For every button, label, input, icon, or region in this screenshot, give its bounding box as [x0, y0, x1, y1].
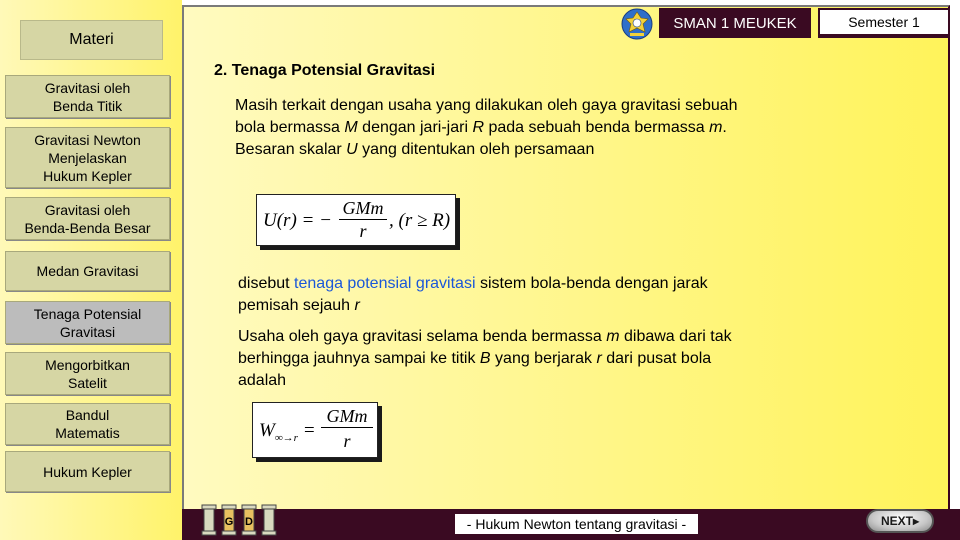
formula-numerator: GMm: [339, 198, 387, 220]
formula-numerator: GMm: [321, 406, 373, 428]
formula-denominator: r: [343, 431, 351, 451]
text-var: m: [606, 328, 620, 345]
paragraph-work: [238, 326, 758, 392]
formula-lhs: U(r) = −: [263, 210, 332, 231]
paragraph-intro: [235, 95, 755, 161]
formula-lhs: [259, 420, 316, 444]
semester-label: Semester 1: [818, 8, 950, 38]
sidebar-item-label: Gravitasi oleh Benda-Benda Besar: [24, 201, 151, 236]
text-span: dari pusat bola adalah: [238, 350, 712, 389]
text-var: U: [346, 141, 358, 158]
formula-condition: , (r ≥ R): [389, 210, 451, 231]
sidebar-item-medan-gravitasi[interactable]: [5, 251, 170, 291]
sidebar-item-mengorbitkan-satelit[interactable]: [5, 352, 170, 395]
formula-work: [252, 402, 378, 458]
sidebar-item-label: Bandul Matematis: [55, 407, 120, 441]
text-span: yang berjarak: [490, 350, 597, 367]
formula-denominator: r: [359, 221, 367, 241]
text-span: Usaha oleh gaya gravitasi selama benda bermassa: [238, 328, 607, 345]
text-span: disebut: [238, 275, 295, 292]
text-var: m: [709, 119, 723, 136]
highlighted-term: tenaga potensial gravitasi: [294, 275, 476, 292]
text-var: B: [479, 350, 491, 367]
sidebar-item-tenaga-potensial[interactable]: [5, 301, 170, 344]
school-emblem-icon: [621, 8, 653, 40]
formula-subscript: ∞→r: [274, 431, 298, 444]
sidebar-header: Materi: [20, 20, 163, 60]
next-button[interactable]: NEXT▸: [866, 509, 934, 533]
text-var: R: [472, 119, 485, 136]
sidebar-item-hukum-kepler[interactable]: [5, 451, 170, 492]
text-span: dengan jari-jari: [357, 119, 473, 136]
sidebar-item-gravitasi-benda-titik[interactable]: [5, 75, 170, 118]
formula-equals: =: [297, 420, 316, 441]
formula-w: W: [259, 420, 275, 441]
sidebar-item-label: Hukum Kepler: [43, 463, 132, 480]
text-span: . Besaran skalar: [235, 119, 727, 158]
sidebar-item-label: Medan Gravitasi: [36, 263, 139, 279]
formula-potential-energy: [256, 194, 456, 246]
text-span: yang ditentukan oleh persamaan: [357, 141, 595, 158]
school-name-label: SMAN 1 MEUKEK: [659, 8, 811, 38]
text-var: M: [344, 119, 358, 136]
sidebar: [0, 0, 182, 540]
text-span: sistem bola-benda dengan jarak pemisah sejauh: [238, 275, 708, 314]
section-title: 2. Tenaga Potensial Gravitasi: [214, 62, 436, 79]
text-span: pada sebuah benda bermassa: [484, 119, 710, 136]
sidebar-item-label: Mengorbitkan Satelit: [45, 356, 130, 391]
sidebar-item-label: Gravitasi Newton Menjelaskan Hukum Kepler: [34, 131, 141, 184]
text-span: dibawa dari tak berhingga jauhnya sampai ke titik: [238, 328, 732, 367]
presentation-controls-icon: [200, 503, 280, 537]
sidebar-item-label: Tenaga Potensial Gravitasi: [33, 305, 142, 340]
sidebar-item-gravitasi-newton-kepler[interactable]: [5, 127, 170, 188]
footer-caption: - Hukum Newton tentang gravitasi -: [455, 514, 698, 534]
text-var: r: [596, 350, 602, 367]
control-d-button[interactable]: D: [245, 516, 253, 528]
text-var: r: [354, 297, 360, 314]
text-span: Masih terkait dengan usaha yang dilakukan oleh gaya gravitasi sebuah bola bermassa: [235, 97, 738, 136]
sidebar-item-bandul-matematis[interactable]: [5, 403, 170, 445]
sidebar-item-gravitasi-benda-besar[interactable]: [5, 197, 170, 240]
paragraph-definition: [238, 273, 758, 317]
sidebar-item-label: Gravitasi oleh Benda Titik: [44, 79, 131, 114]
control-g-button[interactable]: G: [224, 516, 234, 528]
